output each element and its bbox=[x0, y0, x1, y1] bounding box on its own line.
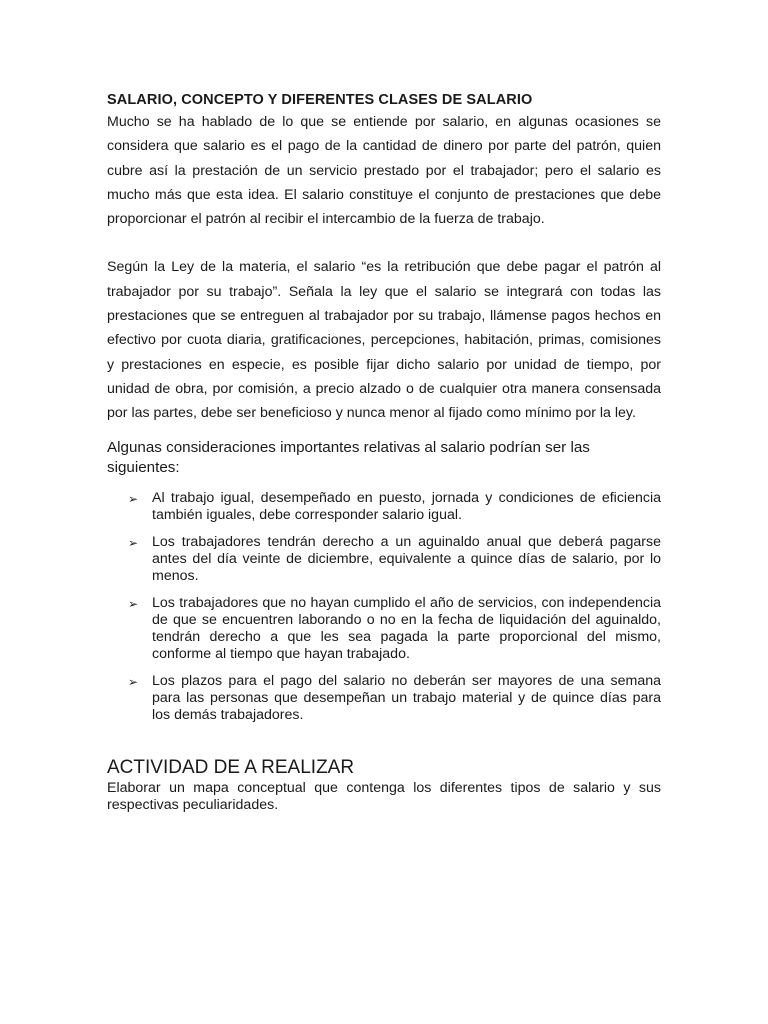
list-item bbox=[107, 673, 661, 724]
paragraph-1: Mucho se ha hablado de lo que se entiende por salario, en algunas ocasiones se considera que salario es el pago de la cantidad de dinero por parte del patrón, quien cubre así la prestación de un servicio prestado por el trabajador; pero el salario es mucho más que esta idea. El salario constituye el conjunto de prestaciones que debe proporcionar el patrón al recibir el intercambio de la fuerza de trabajo. bbox=[107, 114, 661, 228]
arrowhead-bullet-icon: ➢ bbox=[128, 674, 139, 689]
list-item bbox=[107, 490, 661, 524]
list-item-text: Al trabajo igual, desempeñado en puesto, jornada y condiciones de eficiencia también iguales, debe corresponder salario igual. bbox=[152, 489, 661, 523]
list-item bbox=[107, 534, 661, 585]
arrowhead-bullet-icon: ➢ bbox=[128, 596, 139, 611]
activity-text: Elaborar un mapa conceptual que contenga los diferentes tipos de salario y sus respectivas peculiaridades. bbox=[107, 779, 661, 813]
list-item-text: Los plazos para el pago del salario no deberán ser mayores de una semana para las personas que desempeñan un trabajo material y de quince días para los demás trabajadores. bbox=[152, 672, 661, 723]
list-item-text: Los trabajadores tendrán derecho a un aguinaldo anual que deberá pagarse antes del día veinte de diciembre, equivalente a quince días de salario, por lo menos. bbox=[152, 533, 661, 584]
document-title: SALARIO, CONCEPTO Y DIFERENTES CLASES DE SALARIO bbox=[107, 92, 533, 108]
activity-title: ACTIVIDAD DE A REALIZAR bbox=[107, 756, 355, 778]
arrowhead-bullet-icon: ➢ bbox=[128, 491, 139, 506]
list-item-text: Los trabajadores que no hayan cumplido el año de servicios, con independencia de que se encuentren laborando o no en la fecha de liquidación del aguinaldo, tendrán derecho a que les sea pagada la parte proporcional del mismo, conforme al tiempo que hayan trabajado. bbox=[152, 594, 661, 662]
arrowhead-bullet-icon: ➢ bbox=[128, 535, 139, 550]
document-page bbox=[107, 90, 661, 814]
considerations-list bbox=[107, 490, 661, 724]
considerations-intro: Algunas consideraciones importantes relativas al salario podrían ser las siguientes: bbox=[107, 438, 590, 476]
list-item bbox=[107, 595, 661, 663]
paragraph-2: Según la Ley de la materia, el salario “es la retribución que debe pagar el patrón al trabajador por su trabajo”. Señala la ley que el salario se integrará con todas las prestaciones que se entreguen al trabajador por su trabajo, llámense pagos hechos en efectivo por cuota diaria, gratificaciones, percepciones, habitación, primas, comisiones y prestaciones en especie, es posible fijar dicho salario por unidad de tiempo, por unidad de obra, por comisión, a precio alzado o de cualquier otra manera consensada por las partes, debe ser beneficioso y nunca menor al fijado como mínimo por la ley. bbox=[107, 259, 661, 422]
